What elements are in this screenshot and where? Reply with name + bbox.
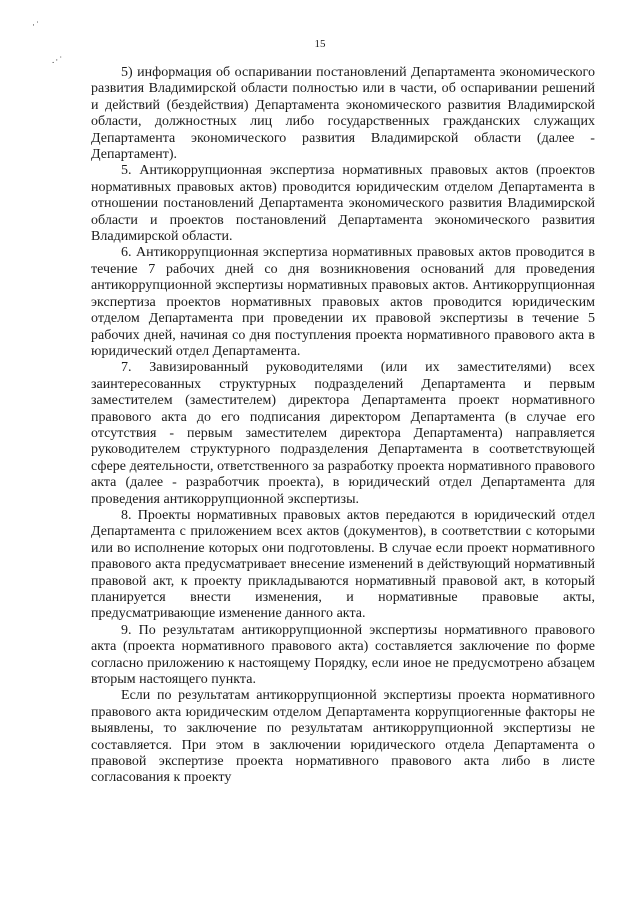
paragraph-6-expertise-timing: 6. Антикоррупционная экспертиза нормативных правовых актов проводится в течение 7 рабочих дней со дня возникновения оснований для проведения антикоррупционной экспертизы нормативных правовых актов. Антикоррупционная экспертиза проектов нормативных правовых актов проводится юридическим отделом Департамента при проведении их правовой экспертизы в течение 5 рабочих дней, начиная со дня поступления проекта нормативного правового акта в юридический отдел Департамента. — [91, 245, 595, 359]
paragraph-5-expertise-scope: 5. Антикоррупционная экспертиза нормативных правовых актов (проектов нормативных правовых актов) проводится юридическим отделом Департамента в отношении постановлений Департамента экономического развития Владимирской области и проектов постановлений Департамента экономического развития Владимирской области. — [91, 163, 595, 245]
scan-artifact: ·˙ — [32, 20, 40, 30]
paragraph-9-second: Если по результатам антикоррупционной экспертизы проекта нормативного правового акта юридическим отделом Департамента коррупциогенные факторы не выявлены, то заключение по результатам антикоррупционной экспертизы не составляется. При этом в заключении юридического отдела Департамента о правовой экспертизе проекта нормативного правового акта либо в листе согласования к проекту — [91, 688, 595, 786]
paragraph-7-approval-routing: 7. Завизированный руководителями (или их заместителями) всех заинтересованных структурных подразделений Департамента и первым заместителем (заместителем) директора Департамента проект нормативного правового акта до его подписания директором Департамента (в случае его отсутствия - первым заместителем директора Департамента) направляется руководителем структурного подразделения Департамента в соответствующей сфере деятельности, ответственного за разработку проекта нормативного правового акта (далее - разработчик проекта), в юридический отдел Департамента для проведения антикоррупционной экспертизы. — [91, 360, 595, 507]
scan-artifact: .·˙ — [52, 55, 64, 65]
paragraph-8-submission: 8. Проекты нормативных правовых актов передаются в юридический отдел Департамента с приложением всех актов (документов), в соответствии с которыми или во исполнение которых они подготовлены. В случае если проект нормативного правового акта предусматривает внесение изменений в действующий нормативный правовой акт, к проекту прикладываются нормативный правовой акт, в который планируется внести изменения, и нормативные правовые акты, предусматривающие изменение данного акта. — [91, 507, 595, 622]
paragraph-9-conclusion: 9. По результатам антикоррупционной экспертизы нормативного правового акта (проекта нормативного правового акта) составляется заключение по форме согласно приложению к настоящему Порядку, если иное не предусмотрено абзацем вторым настоящего пункта. — [91, 622, 595, 688]
page-number: 15 — [314, 38, 326, 50]
document-body — [91, 65, 595, 787]
paragraph-item-5-info: 5) информация об оспаривании постановлений Департамента экономического развития Владимирской области полностью или в части, об оспаривании решений и действий (бездействия) Департамента экономического развития Владимирской области, должностных лиц либо государственных гражданских служащих Департамента экономического развития Владимирской области (далее - Департамент). — [91, 65, 595, 163]
